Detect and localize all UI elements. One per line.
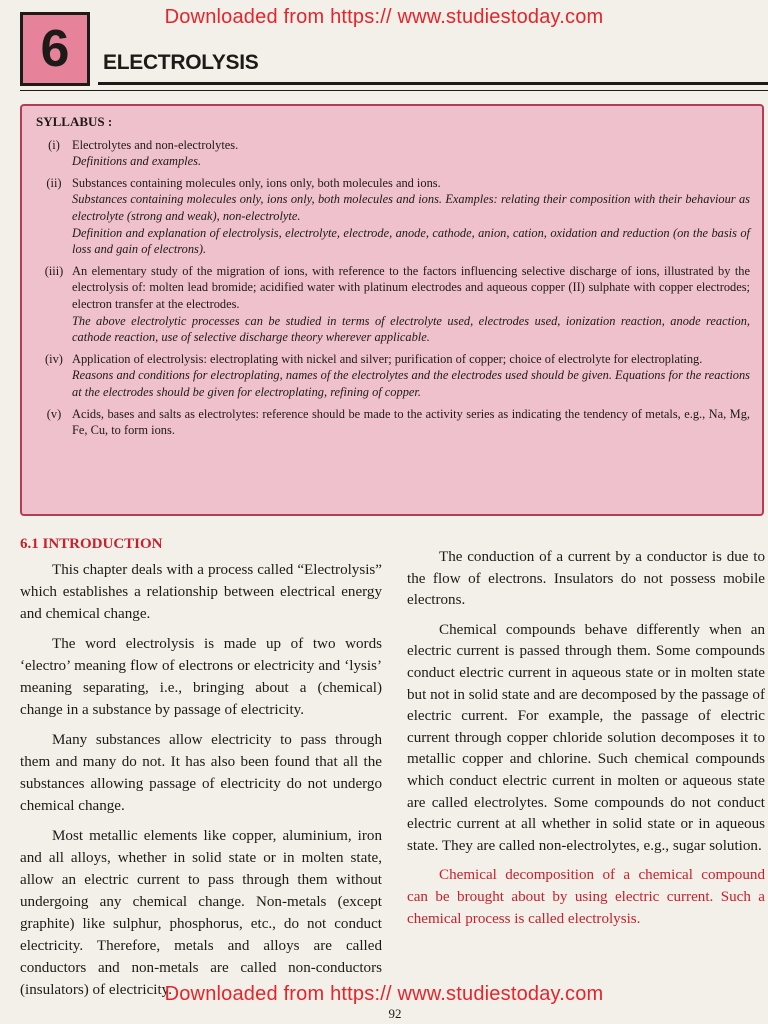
syllabus-item-number: (iv): [45, 351, 63, 366]
chapter-number: 6: [40, 20, 70, 78]
syllabus-item-description: Substances containing molecules only, ions only, both molecules and ions. Examples: relating their composition with their behaviour as electrolyte (strong and weak), non-electrolyte.: [72, 192, 750, 223]
paragraph: The word electrolysis is made up of two words ‘electro’ meaning flow of electrons or electricity and ‘lysis’ meaning separating, i.e., bringing about a (chemical) change in a substance by passage of electricity.: [20, 636, 382, 718]
paragraph: Chemical compounds behave differently when an electric current is passed through them. Some compounds conduct electric current in aqueous state or in molten state but not in solid state and are decomposed by the passage of electric current. For example, the passage of electric current through copper chloride solution decomposes it to metallic copper and chlorine. Such chemical compounds which conduct electric current in molten or aqueous state are called electrolytes. Some compounds do not conduct electric current at all whether in solid state or in aqueous state. They are called non-electrolytes, e.g., sugar solution.: [407, 621, 765, 854]
syllabus-item-number: (i): [48, 137, 60, 152]
paragraph: The conduction of a current by a conductor is due to the flow of electrons. Insulators do not possess mobile electrons.: [407, 549, 765, 609]
syllabus-item-text: Acids, bases and salts as electrolytes: reference should be made to the activity series as indicating the tendency of metals, e.g., Na, Mg, Fe, Cu, to form ions.: [72, 406, 750, 438]
paragraph: Many substances allow electricity to pass through them and many do not. It has also been found that all the substances allowing passage of electricity do not undergo chemical change.: [20, 732, 382, 814]
page-number: 92: [388, 1006, 402, 1021]
watermark-bottom: Downloaded from https:// www.studiestoday.com: [164, 983, 604, 1005]
syllabus-item-description: Definition and explanation of electrolysis, electrolyte, electrode, anode, cathode, anion, cation, oxidation and reduction (on the basis of loss and gain of electrons).: [72, 225, 750, 257]
paragraph: This chapter deals with a process called “Electrolysis” which establishes a relationship between electrical energy and chemical change.: [20, 562, 382, 622]
watermark-top: Downloaded from https:// www.studiestoday.com: [164, 6, 604, 28]
syllabus-item: [36, 263, 750, 346]
syllabus-item-number: (ii): [46, 175, 62, 190]
syllabus-item-number: (iii): [44, 263, 64, 278]
syllabus-item-text: Substances containing molecules only, ions only, both molecules and ions.: [72, 175, 441, 190]
syllabus-item: [36, 406, 750, 439]
chapter-title: ELECTROLYSIS: [103, 51, 259, 74]
syllabus-item: [36, 351, 750, 401]
section-heading: 6.1 INTRODUCTION: [20, 536, 163, 552]
syllabus-box: [20, 104, 764, 516]
syllabus-heading: SYLLABUS :: [36, 114, 113, 129]
header-rule: [98, 82, 768, 85]
syllabus-item-description: Reasons and conditions for electroplating, names of the electrolytes and the electrodes used should be given. Equations for the reactions at the electrodes should be given for electroplating, refining of copper.: [72, 368, 750, 399]
highlight-paragraph: Chemical decomposition of a chemical compound can be brought about by using electric current. Such a chemical process is called electrolysis.: [407, 867, 765, 927]
syllabus-item-text: Application of electrolysis: electroplating with nickel and silver; purification of copper; choice of electrolyte for electroplating.: [72, 351, 703, 366]
right-column: [407, 547, 765, 938]
header-rule-thin: [20, 90, 768, 91]
syllabus-item: [36, 137, 750, 170]
syllabus-item-description: The above electrolytic processes can be studied in terms of electrolyte used, electrodes used, ionization reaction, anode reaction, cathode reaction, use of selective discharge theory wherever applicable.: [72, 313, 750, 345]
syllabus-item-number: (v): [46, 406, 62, 421]
left-column: [20, 533, 382, 1009]
syllabus-item-text: An elementary study of the migration of ions, with reference to the factors influencing selective discharge of ions, illustrated by the electrolysis of: molten lead bromide; acidified water with platinum electrodes and aqueous copper (II) sulphate with copper electrodes; electron transfer at the electrodes.: [72, 263, 750, 311]
syllabus-item-description: Definitions and examples.: [72, 154, 202, 169]
syllabus-item-text: Electrolytes and non-electrolytes.: [72, 137, 239, 152]
paragraph: Most metallic elements like copper, aluminium, iron and all alloys, whether in solid state or in molten state, allow an electric current to pass through them without undergoing any chemical change. Non-metals (except graphite) like sulphur, phosphorus, etc., do not conduct electricity. Therefore, metals and alloys are called conductors and non-metals are called non-conductors (insulators) of electricity.: [20, 828, 382, 998]
syllabus-item: [36, 175, 750, 258]
